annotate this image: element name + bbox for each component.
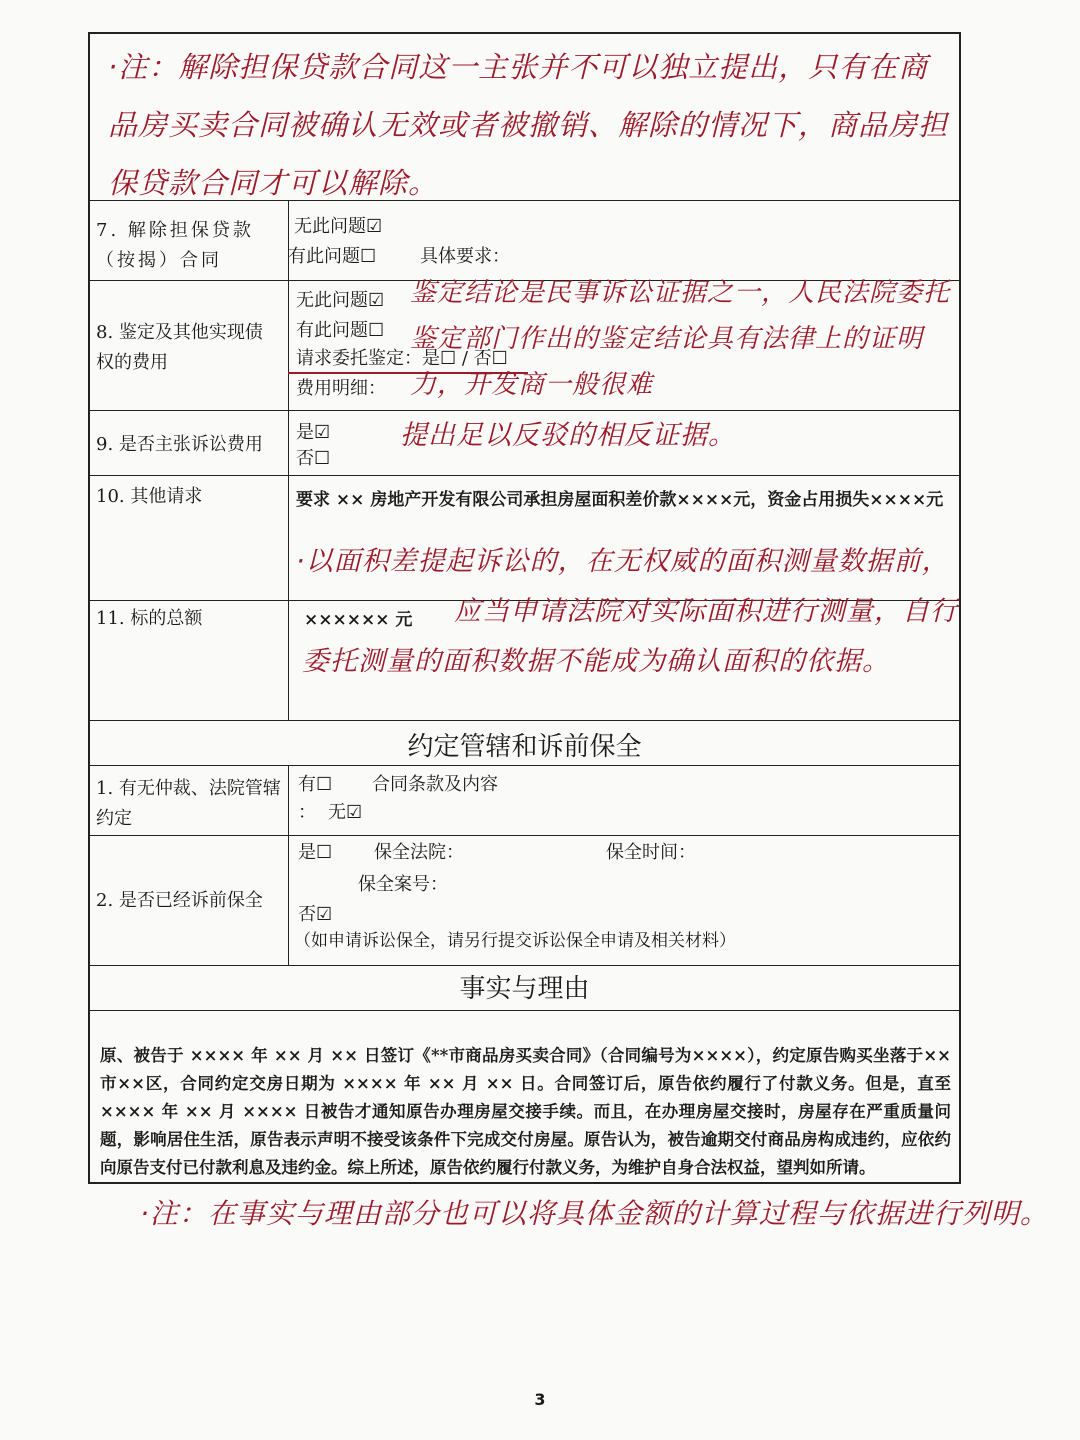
row7-requirement-label: 具体要求： — [420, 246, 510, 267]
page-number: 3 — [534, 1390, 546, 1409]
row7-no-issue-checkbox[interactable]: 无此问题☑ — [294, 216, 383, 237]
row9-yes-checkbox[interactable]: 是☑ — [296, 422, 331, 443]
jurisdiction-colon: ： — [298, 802, 316, 823]
row-divider — [90, 965, 959, 966]
preservation-time-label: 保全时间： — [606, 842, 696, 863]
preservation-yes-checkbox[interactable]: 是☐ — [298, 842, 333, 863]
column-divider — [288, 765, 289, 965]
handwritten-note-cost: 提出足以反驳的相反证据。 — [400, 420, 736, 451]
row7-label: 7. 解除担保贷款（按揭）合同 — [96, 220, 254, 271]
jurisdiction-no-checkbox[interactable]: 无☑ — [328, 802, 363, 823]
row7-has-issue-checkbox[interactable]: 有此问题☐ — [288, 246, 377, 267]
row11-label: 11. 标的总额 — [96, 608, 203, 629]
row-divider — [90, 765, 959, 766]
form-table — [88, 32, 961, 1184]
section-title-jurisdiction: 约定管辖和诉前保全 — [407, 732, 642, 762]
row-divider — [90, 720, 959, 721]
row-divider — [90, 200, 959, 201]
row-divider — [90, 475, 959, 476]
handwritten-note-bottom: ·注：在事实与理由部分也可以将具体金额的计算过程与依据进行列明。 — [140, 1197, 1049, 1230]
jurisdiction-row1-label: 1. 有无仲裁、法院管辖 约定 — [96, 778, 281, 829]
row-divider — [90, 1010, 959, 1011]
handwritten-note-area-2: 应当申请法院对实际面积进行测量，自行 — [454, 596, 958, 627]
preservation-row2-label: 2. 是否已经诉前保全 — [96, 890, 263, 911]
row10-content: 要求 ×× 房地产开发有限公司承担房屋面积差价款××××元，资金占用损失××××元 — [296, 490, 944, 510]
handwritten-note-top: ·注：解除担保贷款合同这一主张并不可以独立提出，只有在商品房买卖合同被确认无效或者被撤销、解除的情况下，商品房担保贷款合同才可以解除。 — [108, 50, 949, 200]
row9-no-checkbox[interactable]: 否☐ — [296, 448, 331, 469]
column-divider — [288, 200, 289, 720]
row9-label: 9. 是否主张诉讼费用 — [96, 434, 263, 455]
row8-appraisal-request[interactable]: 请求委托鉴定：是☐ / 否☐ — [296, 348, 508, 369]
row8-no-issue-checkbox[interactable]: 无此问题☑ — [296, 290, 385, 311]
preservation-hint: （如申请诉讼保全，请另行提交诉讼保全申请及相关材料） — [294, 931, 736, 951]
preservation-court-label: 保全法院： — [374, 842, 464, 863]
row11-content: ×××××× 元 — [304, 610, 413, 630]
handwritten-note-appraisal: 鉴定结论是民事诉讼证据之一，人民法院委托鉴定部门作出的鉴定结论具有法律上的证明力，开发商一般很难 — [410, 278, 951, 400]
row8-label: 8. 鉴定及其他实现债权的费用 — [96, 322, 263, 373]
section-title-facts: 事实与理由 — [459, 974, 590, 1004]
row8-cost-detail-label: 费用明细： — [296, 378, 386, 399]
jurisdiction-clause-label: 合同条款及内容 — [372, 774, 498, 795]
row-divider — [90, 835, 959, 836]
jurisdiction-yes-checkbox[interactable]: 有☐ — [298, 774, 333, 795]
preservation-no-checkbox[interactable]: 否☑ — [298, 904, 333, 925]
row-divider — [90, 410, 959, 411]
row10-label: 10. 其他请求 — [96, 486, 203, 507]
row8-has-issue-checkbox[interactable]: 有此问题☐ — [296, 320, 385, 341]
handwritten-note-area-3: 委托测量的面积数据不能成为确认面积的依据。 — [302, 646, 890, 677]
preservation-case-no-label: 保全案号： — [358, 874, 448, 895]
handwritten-note-area-1: ·以面积差提起诉讼的，在无权威的面积测量数据前， — [296, 546, 950, 577]
facts-body: 原、被告于 ×××× 年 ×× 月 ×× 日签订《**市商品房买卖合同》（合同编号为××××），约定原告购买坐落于××市××区，合同约定交房日期为 ×××× 年 ×× 月 ×× 日。合同签订后，原告依约履行了付款义务。但是，直至 ×××× 年 ×× 月 ×××× 日被告才通知原告办理房屋交接手续。而且，在办理房屋交接时，房屋存在严重质量问题，影响居住生活，原告表示声明不接受该条件下完成交付房屋。原告认为，被告逾期交付商品房构成违约，应依约向原告支付已付款利息及违约金。综上所述，原告依约履行付款义务，为维护自身合法权益，望判如所请。 — [100, 1046, 951, 1177]
